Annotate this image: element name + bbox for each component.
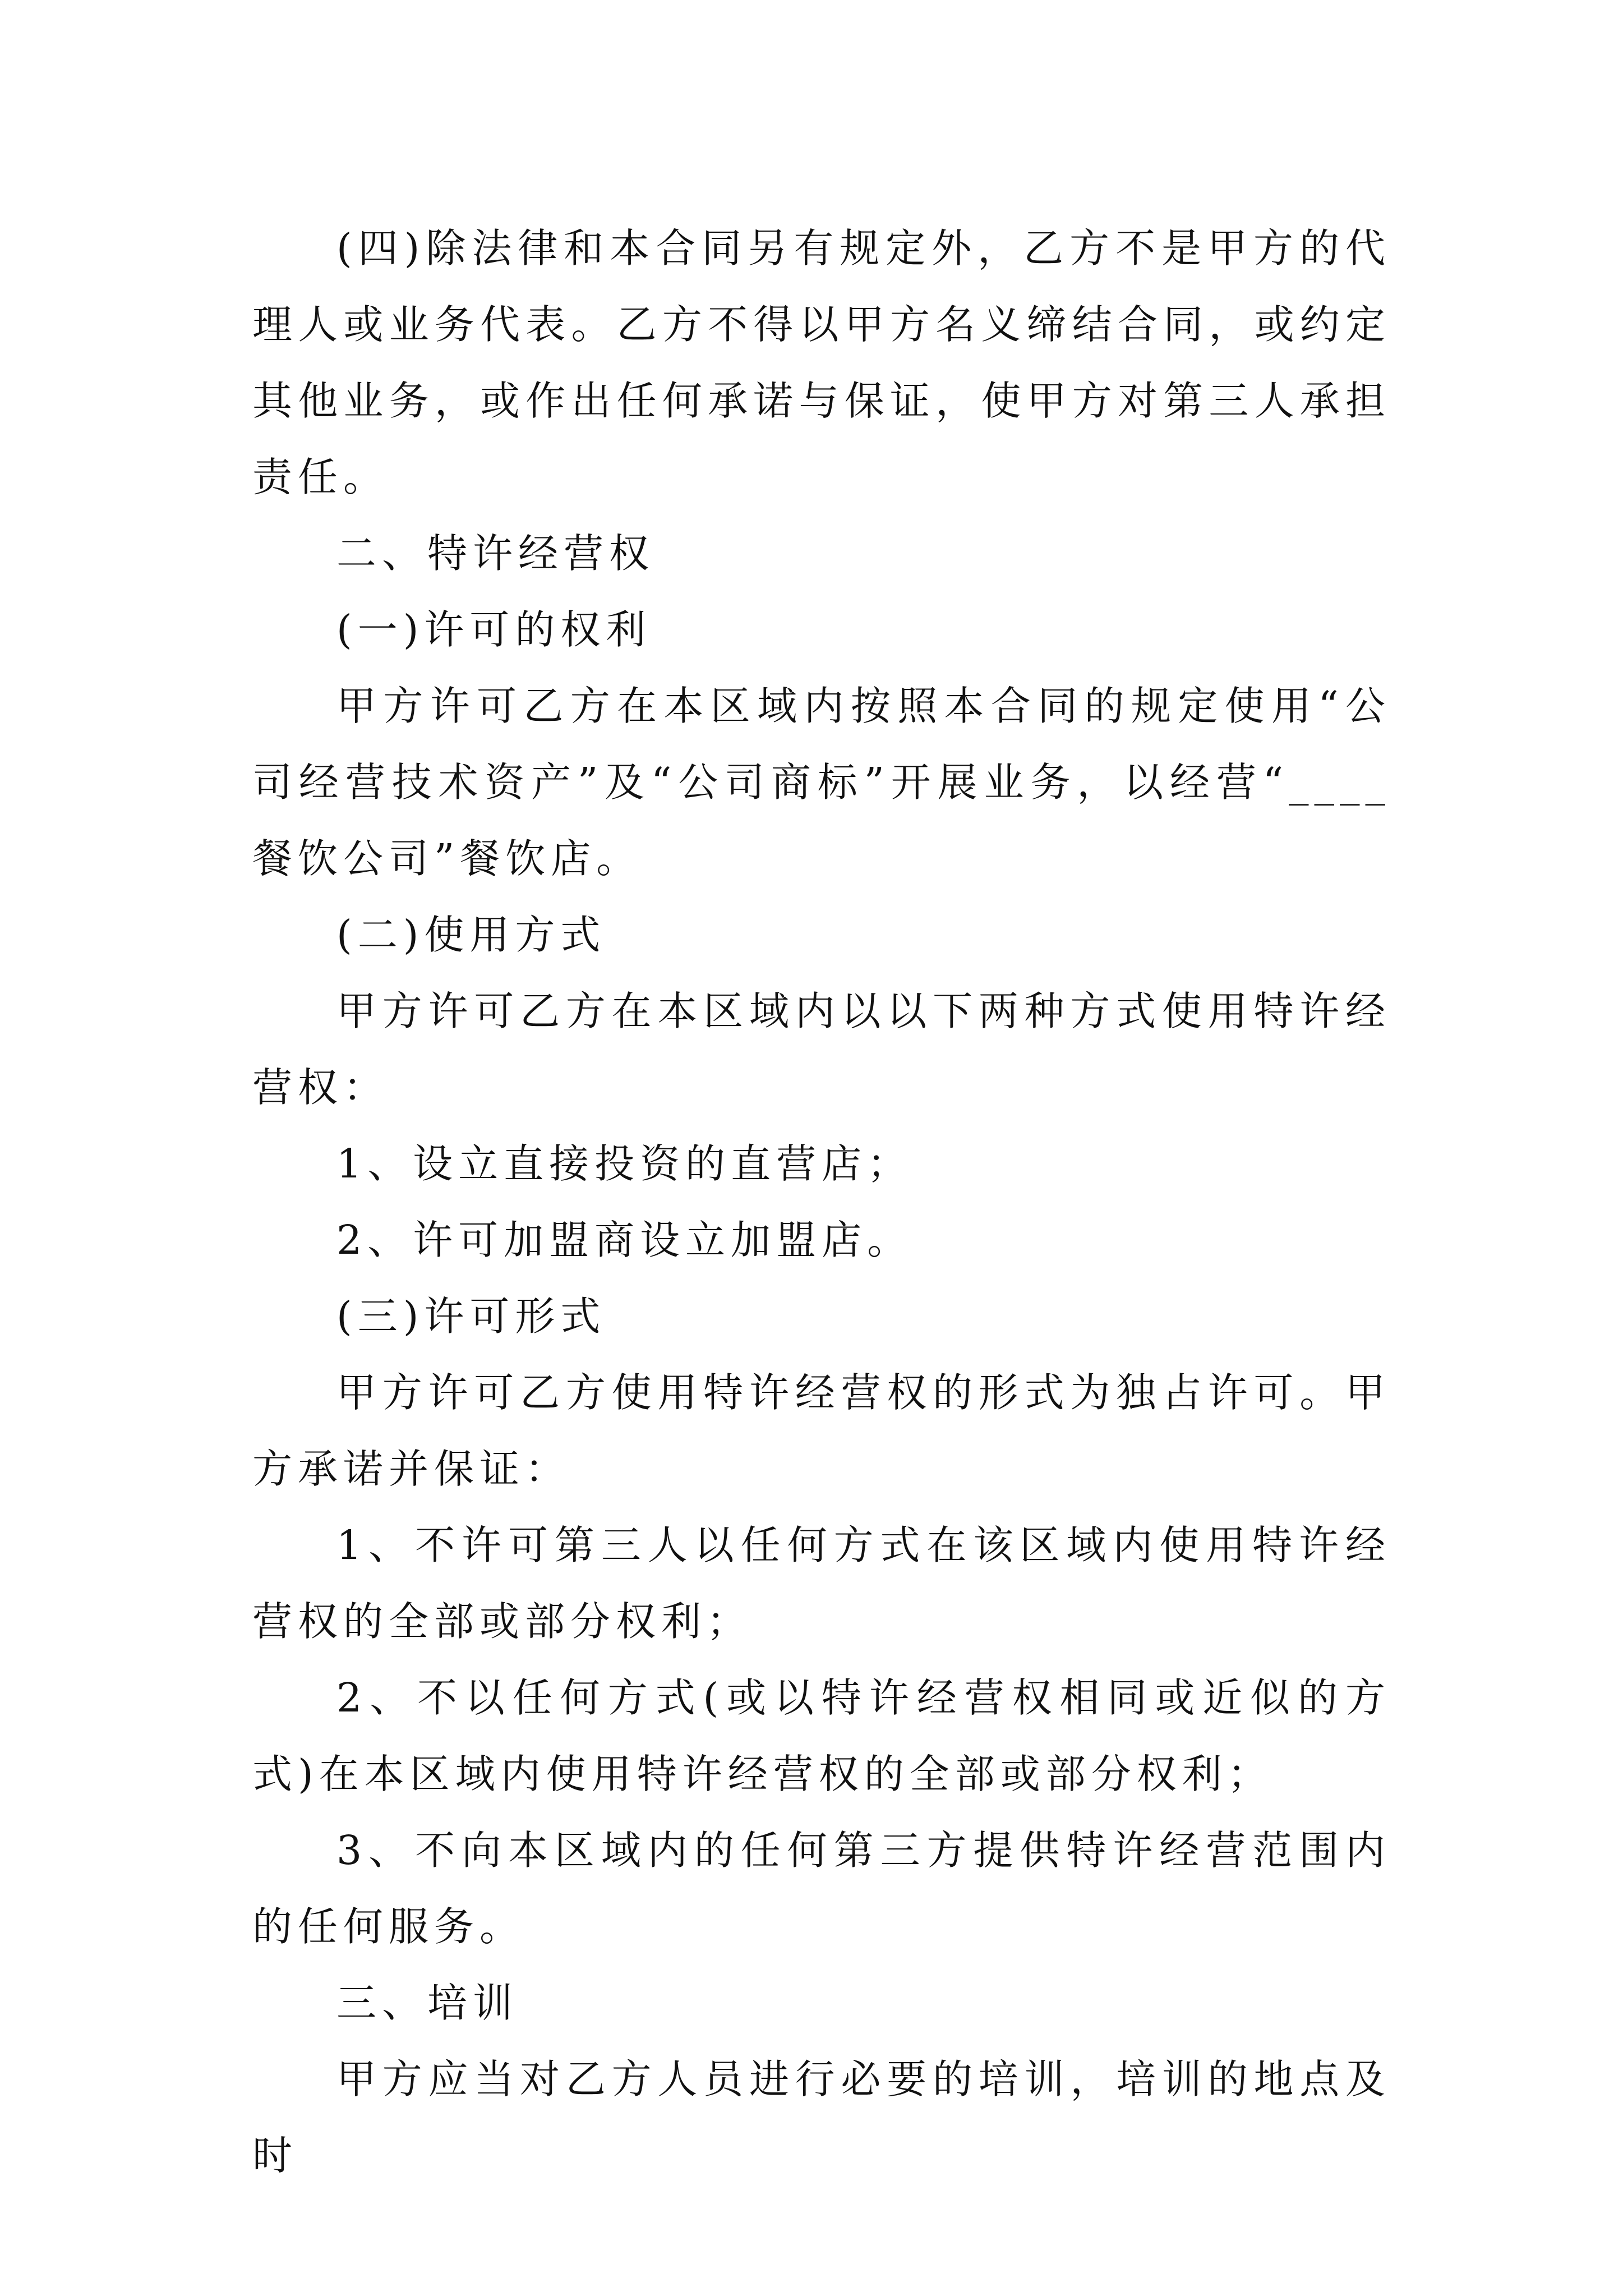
paragraph-licensed-rights: 甲方许可乙方在本区域内按照本合同的规定使用“公司经营技术资产”及“公司商标”开展业务，以经营“____餐饮公司”餐饮店。 bbox=[252, 683, 1391, 882]
list-item-no-third-party-service: 3、不向本区域内的任何第三方提供特许经营范围内的任何服务。 bbox=[252, 1827, 1391, 1950]
document-body bbox=[252, 210, 1391, 2194]
paragraph-rights-clause-4: (四)除法律和本合同另有规定外，乙方不是甲方的代理人或业务代表。乙方不得以甲方名义缔结合同，或约定其他业务，或作出任何承诺与保证，使甲方对第三人承担责任。 bbox=[252, 225, 1391, 500]
subheading-licensed-rights: (一)许可的权利 bbox=[336, 606, 652, 653]
list-item-direct-store: 1、设立直接投资的直营店； bbox=[336, 1140, 913, 1187]
list-item-franchise-store: 2、许可加盟商设立加盟店。 bbox=[336, 1217, 913, 1263]
list-item-no-self-use: 2、不以任何方式(或以特许经营权相同或近似的方式)在本区域内使用特许经营权的全部或部分权利； bbox=[252, 1674, 1391, 1797]
subheading-license-form: (三)许可形式 bbox=[336, 1293, 606, 1340]
section-heading-training: 三、培训 bbox=[336, 1980, 519, 2026]
paragraph-license-form: 甲方许可乙方使用特许经营权的形式为独占许可。甲方承诺并保证： bbox=[252, 1369, 1391, 1492]
paragraph-usage-method: 甲方许可乙方在本区域内以以下两种方式使用特许经营权： bbox=[252, 988, 1391, 1111]
subheading-usage-method: (二)使用方式 bbox=[336, 912, 606, 958]
section-heading-franchise-rights: 二、特许经营权 bbox=[336, 530, 655, 577]
paragraph-training: 甲方应当对乙方人员进行必要的培训，培训的地点及时 bbox=[252, 2056, 1391, 2179]
list-item-no-third-party-license: 1、不许可第三人以任何方式在该区域内使用特许经营权的全部或部分权利； bbox=[252, 1522, 1391, 1645]
